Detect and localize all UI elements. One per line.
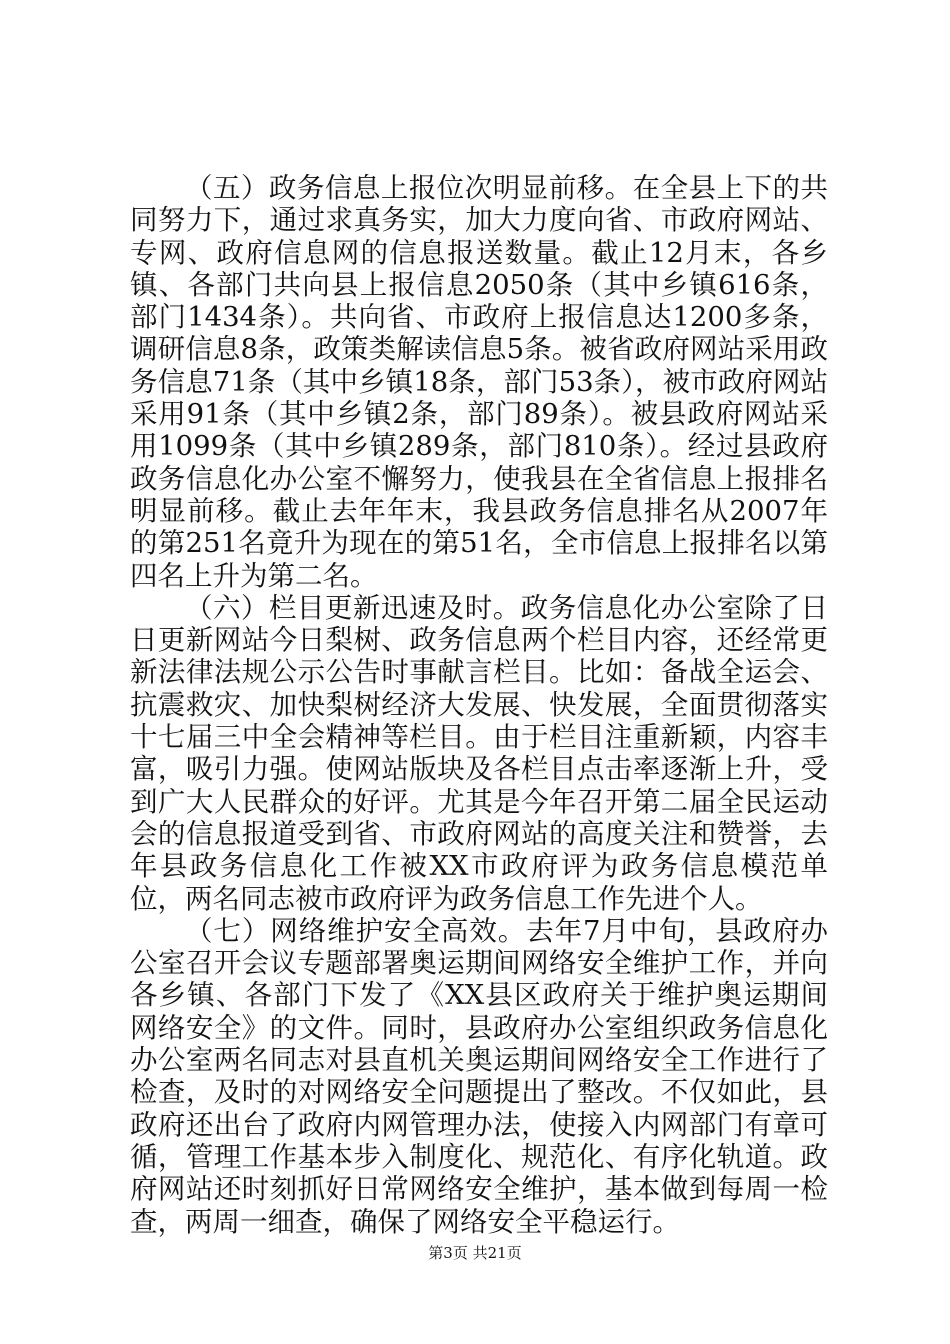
document-body <box>130 172 828 1238</box>
paragraph-five: （五）政务信息上报位次明显前移。在全县上下的共同努力下，通过求真务实，加大力度向省、市政府网站、专网、政府信息网的信息报送数量。截止12月末，各乡镇、各部门共向县上报信息2050条（其中乡镇616条，部门1434条）。共向省、市政府上报信息达1200多条，调研信息8条，政策类解读信息5条。被省政府网站采用政务信息71条（其中乡镇18条，部门53条），被市政府网站采用91条（其中乡镇2条，部门89条）。被县政府网站采用1099条（其中乡镇289条，部门810条）。经过县政府政务信息化办公室不懈努力，使我县在全省信息上报排名明显前移。截止去年年末，我县政务信息排名从2007年的第251名竟升为现在的第51名，全市信息上报排名以第四名上升为第二名。 <box>130 172 828 592</box>
paragraph-seven: （七）网络维护安全高效。去年7月中旬，县政府办公室召开会议专题部署奥运期间网络安全维护工作，并向各乡镇、各部门下发了《XX县区政府关于维护奥运期间网络安全》的文件。同时，县政府办公室组织政务信息化办公室两名同志对县直机关奥运期间网络安全工作进行了检查，及时的对网络安全问题提出了整改。不仅如此，县政府还出台了政府内网管理办法，使接入内网部门有章可循，管理工作基本步入制度化、规范化、有序化轨道。政府网站还时刻抓好日常网络安全维护，基本做到每周一检查，两周一细查，确保了网络安全平稳运行。 <box>130 914 828 1238</box>
paragraph-six: （六）栏目更新迅速及时。政务信息化办公室除了日日更新网站今日梨树、政务信息两个栏目内容，还经常更新法律法规公示公告时事献言栏目。比如：备战全运会、抗震救灾、加快梨树经济大发展、快发展，全面贯彻落实十七届三中全会精神等栏目。由于栏目注重新颖，内容丰富，吸引力强。使网站版块及各栏目点击率逐渐上升，受到广大人民群众的好评。尤其是今年召开第二届全民运动会的信息报道受到省、市政府网站的高度关注和赞誉，去年县政务信息化工作被XX市政府评为政务信息模范单位，两名同志被市政府评为政务信息工作先进个人。 <box>130 591 828 915</box>
page-footer <box>0 1243 950 1263</box>
page-number-label: 第3页 共21页 <box>428 1244 522 1262</box>
